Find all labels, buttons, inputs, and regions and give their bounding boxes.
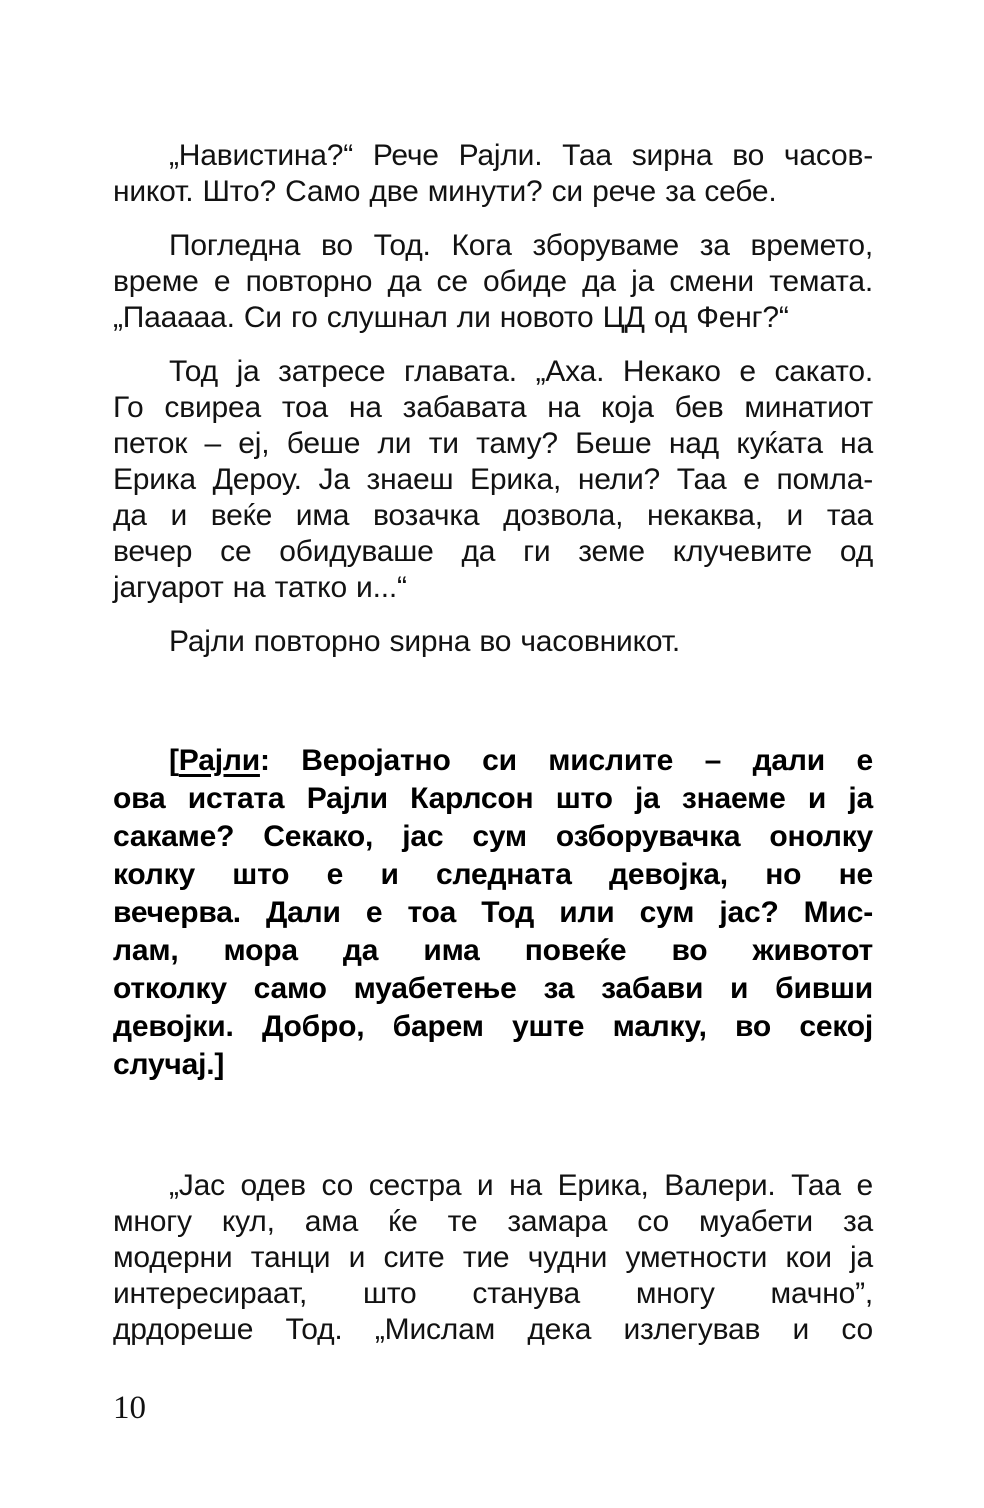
paragraph: [113, 354, 873, 606]
text-line: Ерика Дероу. Ја знаеш Ерика, нели? Таа е помла-: [113, 463, 873, 496]
text-column: [113, 138, 873, 1348]
paragraph: [113, 624, 873, 660]
paragraph: [113, 1168, 873, 1348]
text-line: модерни танци и сите тие чудни уметности кои ја: [113, 1241, 873, 1274]
text-line: отколку само муабетење за забави и бивши: [113, 972, 873, 1005]
text-line: случај.]: [113, 1048, 225, 1081]
paragraph: [113, 742, 873, 1084]
text-line: јагуарот на татко и...“: [113, 571, 407, 604]
text-line: вечер се обидуваше да ги земе клучевите од: [113, 535, 873, 568]
text-line: „Навистина?“ Рече Рајли. Таа ѕирна во часов-: [169, 139, 873, 172]
text-line: „Јас одев со сестра и на Ерика, Валери. Таа е: [169, 1169, 873, 1202]
text-line: „Пааааа. Си го слушнал ли новото ЦД од Фенг?“: [113, 301, 789, 334]
page-number: 10: [113, 1390, 146, 1426]
text-line: петок – еј, беше ли ти таму? Беше над куќата на: [113, 427, 873, 460]
text-line: интересираат, што станува многу мачно”,: [113, 1277, 873, 1310]
paragraph: [113, 228, 873, 336]
text-line: сакаме? Секако, јас сум озборувачка онолку: [113, 820, 873, 853]
text-line: да и веќе има возачка дозвола, некаква, и таа: [113, 499, 873, 532]
text-line: лам, мора да има повеќе во животот: [113, 934, 873, 967]
text-line: вечерва. Дали е тоа Тод или сум јас? Мис-: [113, 896, 873, 929]
text-line: Тод ја затресе главата. „Аха. Некако е сакато.: [169, 355, 873, 388]
text-line: ова истата Рајли Карлсон што ја знаеме и ја: [113, 782, 873, 815]
paragraph: [113, 138, 873, 210]
text-line: Рајли повторно ѕирна во часовникот.: [169, 625, 681, 658]
text-line: Погледна во Тод. Кога зборуваме за времето,: [169, 229, 873, 262]
text-line: многу кул, ама ќе те замара со муабети за: [113, 1205, 873, 1238]
text-line: девојки. Добро, барем уште малку, во секој: [113, 1010, 873, 1043]
text-line: Го свиреа тоа на забавата на која бев минатиот: [113, 391, 873, 424]
text-line: време е повторно да се обиде да ја смени темата.: [113, 265, 873, 298]
text-line: дрдореше Тод. „Мислам дека излегував и со: [113, 1313, 873, 1346]
text-line: [Рајли: Веројатно си мислите – дали е: [169, 744, 873, 777]
text-line: никот. Што? Само две минути? си рече за себе.: [113, 175, 777, 208]
text-line: колку што е и следната девојка, но не: [113, 858, 873, 891]
